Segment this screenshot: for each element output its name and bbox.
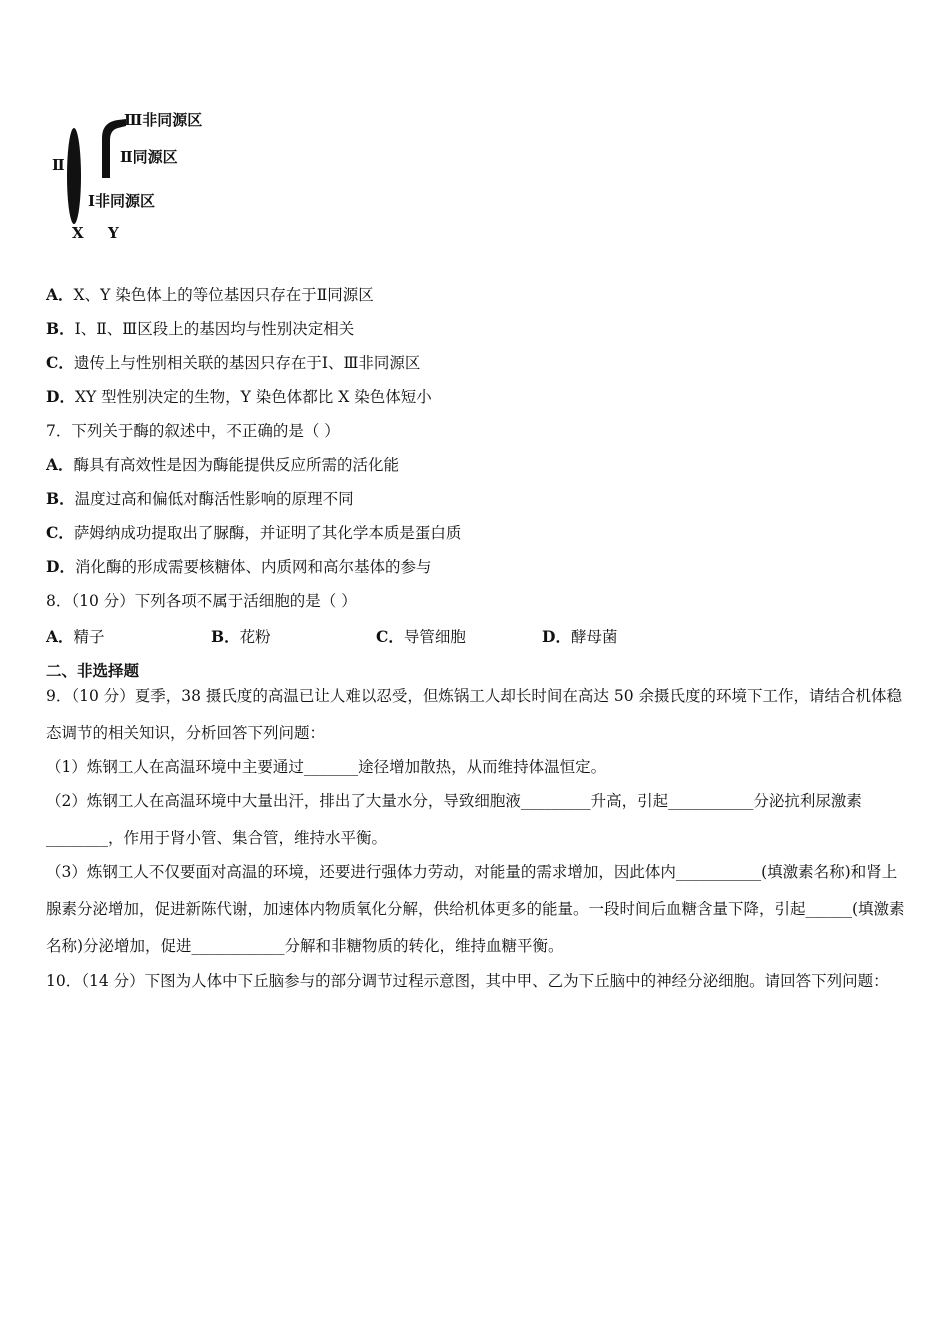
option-key: A． [46, 285, 74, 304]
option-text: 酵母菌 [570, 628, 618, 646]
option-key: C． [46, 353, 74, 372]
option-text: 遗传上与性别相关联的基因只存在于Ⅰ、Ⅲ非同源区 [73, 354, 421, 372]
option-key: B． [46, 489, 75, 508]
section-title: 二、非选择题 [46, 661, 140, 680]
q6-option-c [46, 352, 420, 374]
q8-option-a [46, 626, 105, 648]
option-text: X、Y 染色体上的等位基因只存在于Ⅱ同源区 [73, 286, 374, 304]
x-chromosome-shape [67, 128, 81, 224]
chromosome-figure [46, 104, 246, 254]
option-text: 酶具有高效性是因为酶能提供反应所需的活化能 [73, 456, 400, 474]
option-text: XY 型性别决定的生物，Y 染色体都比 X 染色体短小 [74, 388, 432, 406]
option-text: 萨姆纳成功提取出了脲酶，并证明了其化学本质是蛋白质 [73, 524, 462, 542]
option-key: C． [46, 523, 74, 542]
q8-option-d [542, 626, 617, 648]
option-key: D． [46, 387, 75, 406]
option-key: B． [46, 319, 75, 338]
q9-stem: 9．（10 分）夏季，38 摄氏度的高温已让人难以忍受，但炼锅工人却长时间在高达 50 余摄氏度的环境下工作，请结合机体稳态调节的相关知识，分析回答下列问题： [46, 687, 902, 742]
q7-option-b [46, 488, 354, 510]
option-text: Ⅰ、Ⅱ、Ⅲ区段上的基因均与性别决定相关 [74, 320, 355, 338]
option-text: 消化酶的形成需要核糖体、内质网和高尔基体的参与 [74, 558, 432, 576]
q6-option-d [46, 386, 432, 408]
option-text: 导管细胞 [403, 628, 466, 646]
option-key: C． [376, 627, 404, 646]
q7-option-a [46, 454, 399, 476]
q9-part-2: （2）炼钢工人在高温环境中大量出汗，排出了大量水分，导致细胞液_________升高，引起___________分泌抗利尿激素________，作用于肾小管、集合管，维持水平衡。 [46, 792, 862, 847]
option-key: A． [46, 627, 74, 646]
label-i-nonhomologous: Ⅰ非同源区 [88, 192, 156, 210]
option-text: 花粉 [239, 628, 271, 646]
q9-part-1: （1）炼钢工人在高温环境中主要通过_______途径增加散热，从而维持体温恒定。 [46, 758, 607, 776]
q6-option-b [46, 318, 354, 340]
option-text: 温度过高和偏低对酶活性影响的原理不同 [74, 490, 354, 508]
option-key: D． [46, 557, 75, 576]
label-ii-left: Ⅱ [52, 156, 65, 174]
label-y: Y [108, 224, 119, 242]
option-key: B． [211, 627, 240, 646]
q7-option-c [46, 522, 461, 544]
q8-option-b [211, 626, 271, 648]
option-text: 精子 [73, 628, 105, 646]
option-key: D． [542, 627, 571, 646]
label-iii-nonhomologous: Ⅲ非同源区 [124, 111, 203, 129]
q9-part-3: （3）炼钢工人不仅要面对高温的环境，还要进行强体力劳动，对能量的需求增加，因此体内___________(填激素名称)和肾上腺素分泌增加，促进新陈代谢，加速体内物质氧化分解，供给机体更多的能量。一段时间后血糖含量下降，引起______(填激素名称)分泌增加，促进____________分解和非糖物质的转化，维持血糖平衡。 [46, 863, 905, 955]
option-key: A． [46, 455, 74, 474]
q10-stem: 10．（14 分）下图为人体中下丘脑参与的部分调节过程示意图，其中甲、乙为下丘脑中的神经分泌细胞。请回答下列问题： [46, 972, 889, 990]
label-ii-homologous: Ⅱ同源区 [120, 148, 178, 166]
q7-option-d [46, 556, 431, 578]
q8-options [46, 626, 766, 648]
q6-option-a [46, 284, 374, 306]
label-x: X [72, 224, 84, 242]
q8-option-c [376, 626, 466, 648]
q8-stem: 8．（10 分）下列各项不属于活细胞的是（ ） [46, 592, 357, 610]
q7-stem: 7．下列关于酶的叙述中，不正确的是（ ） [46, 422, 340, 440]
